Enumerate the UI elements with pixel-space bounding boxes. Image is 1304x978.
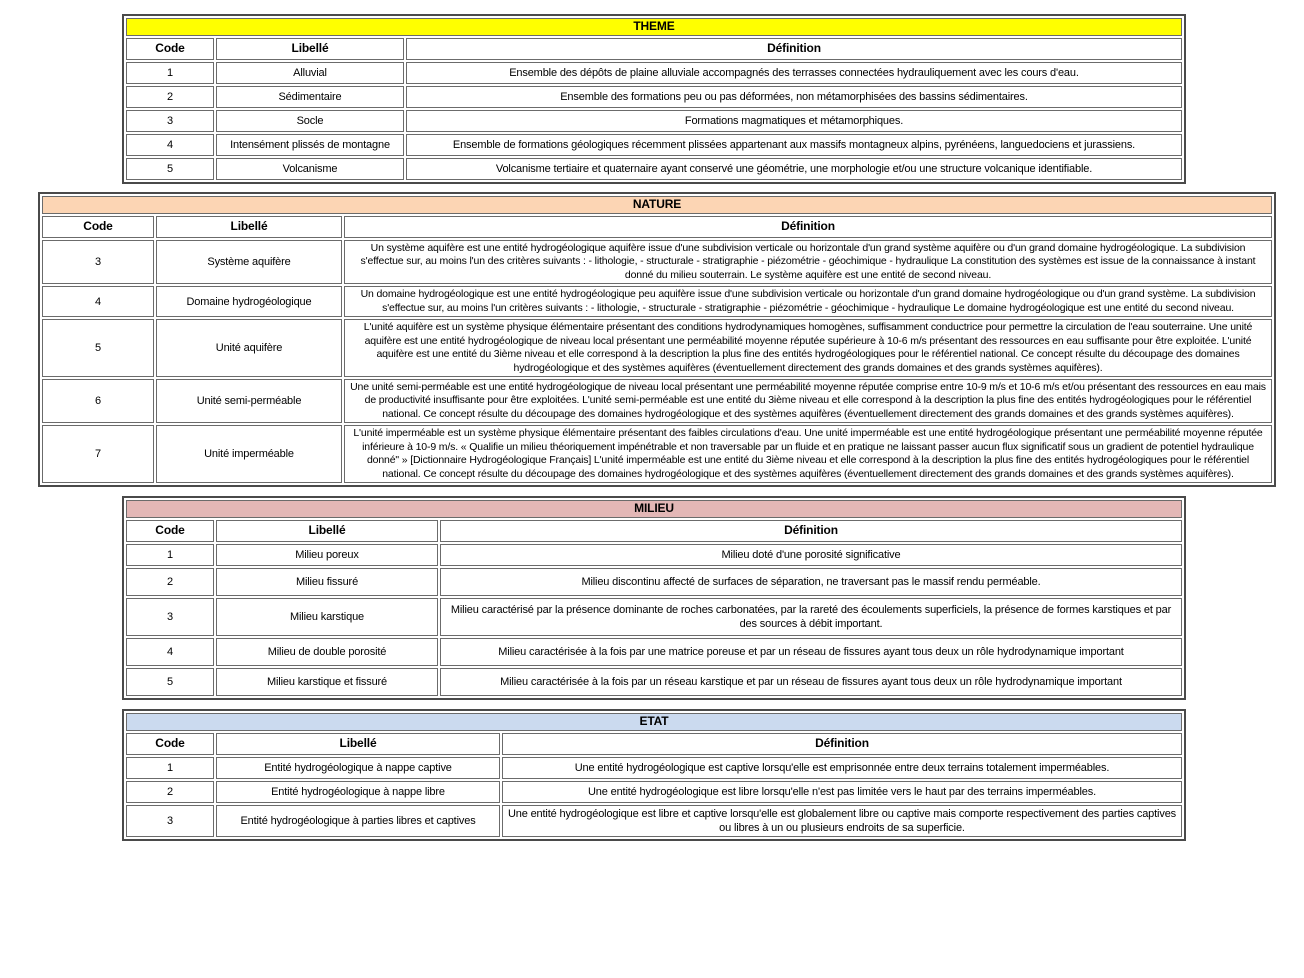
cell-code: 1 xyxy=(126,62,214,84)
table-row xyxy=(126,134,1182,156)
cell-code: 5 xyxy=(126,668,214,696)
cell-libelle: Unité semi-perméable xyxy=(156,379,342,423)
table-row xyxy=(42,240,1272,284)
column-header-libelle: Libellé xyxy=(216,520,438,542)
etat-table-title: ETAT xyxy=(126,713,1182,731)
cell-libelle: Domaine hydrogéologique xyxy=(156,286,342,317)
etat-table xyxy=(122,709,1186,841)
table-row xyxy=(42,425,1272,483)
table-row xyxy=(126,598,1182,636)
table-row xyxy=(126,781,1182,803)
column-header-definition: Définition xyxy=(440,520,1182,542)
cell-libelle: Volcanisme xyxy=(216,158,404,180)
cell-code: 1 xyxy=(126,544,214,566)
nature-table xyxy=(38,192,1276,487)
cell-definition: Une entité hydrogéologique est libre et captive lorsqu'elle est globalement libre ou captive mais comporte respectivement des parties captives ou libres à un ou plusieurs endroits de sa superficie. xyxy=(502,805,1182,837)
column-header-code: Code xyxy=(126,38,214,60)
cell-definition: Une unité semi-perméable est une entité hydrogéologique de niveau local présentant une perméabilité moyenne réputée comprise entre 10-9 m/s et 10-6 m/s et/ou présentant des ressources en eau mais de productivité insuffisante pour être exploitées. L'unité semi-perméable est une entité du 3ième niveau et elle correspond à la description la plus fine des entités hydrogéologiques pour le référentiel national. Ce concept résulte du découpage des domaines hydrogéologique et des systèmes aquifères (éventuellement directement des grands domaines et des grands systèmes aquifères). xyxy=(344,379,1272,423)
column-header-code: Code xyxy=(126,733,214,755)
table-row xyxy=(126,757,1182,779)
cell-libelle: Socle xyxy=(216,110,404,132)
cell-definition: Milieu discontinu affecté de surfaces de séparation, ne traversant pas le massif rendu perméable. xyxy=(440,568,1182,596)
cell-libelle: Unité imperméable xyxy=(156,425,342,483)
milieu-table xyxy=(122,496,1186,700)
cell-code: 5 xyxy=(126,158,214,180)
cell-code: 4 xyxy=(42,286,154,317)
cell-code: 3 xyxy=(42,240,154,284)
cell-code: 3 xyxy=(126,598,214,636)
column-header-row xyxy=(42,216,1272,238)
column-header-definition: Définition xyxy=(502,733,1182,755)
table-row xyxy=(126,668,1182,696)
cell-definition: L'unité imperméable est un système physique élémentaire présentant des faibles circulations d'eau. Une unité imperméable est une entité hydrogéologique présentant une perméabilité moyenne réputée inférieure à 10-9 m/s. « Qualifie un milieu théoriquement impénétrable et non traversable par un fluide et en pratique ne laissant passer aucun flux significatif sous un gradient de potentiel hydraulique donné" » [Dictionnaire Hydrogéologique Français] L'unité imperméable est une entité du 3ième niveau et elle correspond à la description la plus fine des entités hydrogéologiques pour le référentiel national. Ce concept résulte du découpage des domaines hydrogéologique et des systèmes aquifères (éventuellement directement des grands domaines et des grands systèmes aquifères). xyxy=(344,425,1272,483)
cell-definition: Formations magmatiques et métamorphiques. xyxy=(406,110,1182,132)
cell-libelle: Sédimentaire xyxy=(216,86,404,108)
cell-definition: Milieu caractérisé par la présence dominante de roches carbonatées, par la rareté des écoulements superficiels, la présence de formes karstiques et par des sources à débit important. xyxy=(440,598,1182,636)
cell-libelle: Alluvial xyxy=(216,62,404,84)
cell-definition: L'unité aquifère est un système physique élémentaire présentant des conditions hydrodynamiques homogènes, suffisamment conductrice pour permettre la circulation de l'eau souterraine. Une unité aquifère est une entité hydrogéologique de niveau local présentant une perméabilité moyenne réputée supérieure à 10-6 m/s présentant des ressources en eau suffisante pour être exploitée. L'unité aquifère est une entité du 3ième niveau et elle correspond à la description la plus fine des entités hydrogéologiques pour le référentiel national. Ce concept résulte du découpage des domaines hydrogéologique et des systèmes aquifères (éventuellement directement des grands domaines et des grands systèmes aquifères). xyxy=(344,319,1272,377)
cell-libelle: Milieu karstique et fissuré xyxy=(216,668,438,696)
cell-code: 4 xyxy=(126,134,214,156)
table-row xyxy=(126,638,1182,666)
cell-definition: Volcanisme tertiaire et quaternaire ayant conservé une géométrie, une morphologie et/ou une structure volcanique identifiable. xyxy=(406,158,1182,180)
cell-libelle: Entité hydrogéologique à nappe libre xyxy=(216,781,500,803)
table-row xyxy=(42,319,1272,377)
cell-definition: Milieu caractérisée à la fois par une matrice poreuse et par un réseau de fissures ayant tous deux un rôle hydrodynamique important xyxy=(440,638,1182,666)
table-row xyxy=(126,110,1182,132)
table-row xyxy=(126,86,1182,108)
column-header-code: Code xyxy=(42,216,154,238)
nature-table-title: NATURE xyxy=(42,196,1272,214)
table-row xyxy=(126,805,1182,837)
column-header-row xyxy=(126,520,1182,542)
column-header-definition: Définition xyxy=(406,38,1182,60)
cell-definition: Milieu doté d'une porosité significative xyxy=(440,544,1182,566)
cell-definition: Ensemble de formations géologiques récemment plissées appartenant aux massifs montagneux alpins, pyrénéens, languedociens et jurassiens. xyxy=(406,134,1182,156)
cell-libelle: Entité hydrogéologique à parties libres et captives xyxy=(216,805,500,837)
cell-definition: Ensemble des dépôts de plaine alluviale accompagnés des terrasses connectées hydrauliquement avec les cours d'eau. xyxy=(406,62,1182,84)
cell-libelle: Système aquifère xyxy=(156,240,342,284)
column-header-libelle: Libellé xyxy=(156,216,342,238)
cell-definition: Une entité hydrogéologique est captive lorsqu'elle est emprisonnée entre deux terrains totalement imperméables. xyxy=(502,757,1182,779)
column-header-definition: Définition xyxy=(344,216,1272,238)
cell-libelle: Milieu karstique xyxy=(216,598,438,636)
table-row xyxy=(126,62,1182,84)
table-row xyxy=(42,379,1272,423)
cell-definition: Milieu caractérisée à la fois par un réseau karstique et par un réseau de fissures ayant tous deux un rôle hydrodynamique important xyxy=(440,668,1182,696)
table-row xyxy=(126,568,1182,596)
cell-libelle: Entité hydrogéologique à nappe captive xyxy=(216,757,500,779)
table-row xyxy=(42,286,1272,317)
cell-libelle: Milieu fissuré xyxy=(216,568,438,596)
cell-libelle: Milieu poreux xyxy=(216,544,438,566)
table-row xyxy=(126,544,1182,566)
cell-code: 5 xyxy=(42,319,154,377)
cell-definition: Un domaine hydrogéologique est une entité hydrogéologique peu aquifère issue d'une subdivision verticale ou horizontale d'un grand domaine hydrogéologique ou d'un grand système. La subdivision s'effectue sur, au moins l'un critères suivants : - lithologie, - structurale - stratigraphie - piézométrie - géochimique - hydraulique Le domaine hydrogéologique est une entité du second niveau. xyxy=(344,286,1272,317)
column-header-libelle: Libellé xyxy=(216,38,404,60)
cell-code: 3 xyxy=(126,805,214,837)
cell-code: 7 xyxy=(42,425,154,483)
theme-table xyxy=(122,14,1186,184)
cell-code: 1 xyxy=(126,757,214,779)
column-header-libelle: Libellé xyxy=(216,733,500,755)
cell-definition: Une entité hydrogéologique est libre lorsqu'elle n'est pas limitée vers le haut par des terrains imperméables. xyxy=(502,781,1182,803)
cell-code: 2 xyxy=(126,781,214,803)
cell-code: 2 xyxy=(126,568,214,596)
milieu-table-title: MILIEU xyxy=(126,500,1182,518)
cell-libelle: Unité aquifère xyxy=(156,319,342,377)
cell-definition: Un système aquifère est une entité hydrogéologique aquifère issue d'une subdivision verticale ou horizontale d'un grand système aquifère ou d'un grand domaine hydrogéologique. La subdivision s'effectue sur, au moins l'un des critères suivants : - lithologie, - structurale - stratigraphie - piézométrie - géochimique - hydraulique La constitution des systèmes est issue de la connaissance à instant donné du milieu souterrain. Le système aquifère est une entité de second niveau. xyxy=(344,240,1272,284)
cell-code: 6 xyxy=(42,379,154,423)
column-header-code: Code xyxy=(126,520,214,542)
column-header-row xyxy=(126,733,1182,755)
column-header-row xyxy=(126,38,1182,60)
cell-definition: Ensemble des formations peu ou pas déformées, non métamorphisées des bassins sédimentaires. xyxy=(406,86,1182,108)
cell-libelle: Milieu de double porosité xyxy=(216,638,438,666)
cell-code: 3 xyxy=(126,110,214,132)
theme-table-title: THEME xyxy=(126,18,1182,36)
table-row xyxy=(126,158,1182,180)
cell-libelle: Intensément plissés de montagne xyxy=(216,134,404,156)
cell-code: 2 xyxy=(126,86,214,108)
cell-code: 4 xyxy=(126,638,214,666)
